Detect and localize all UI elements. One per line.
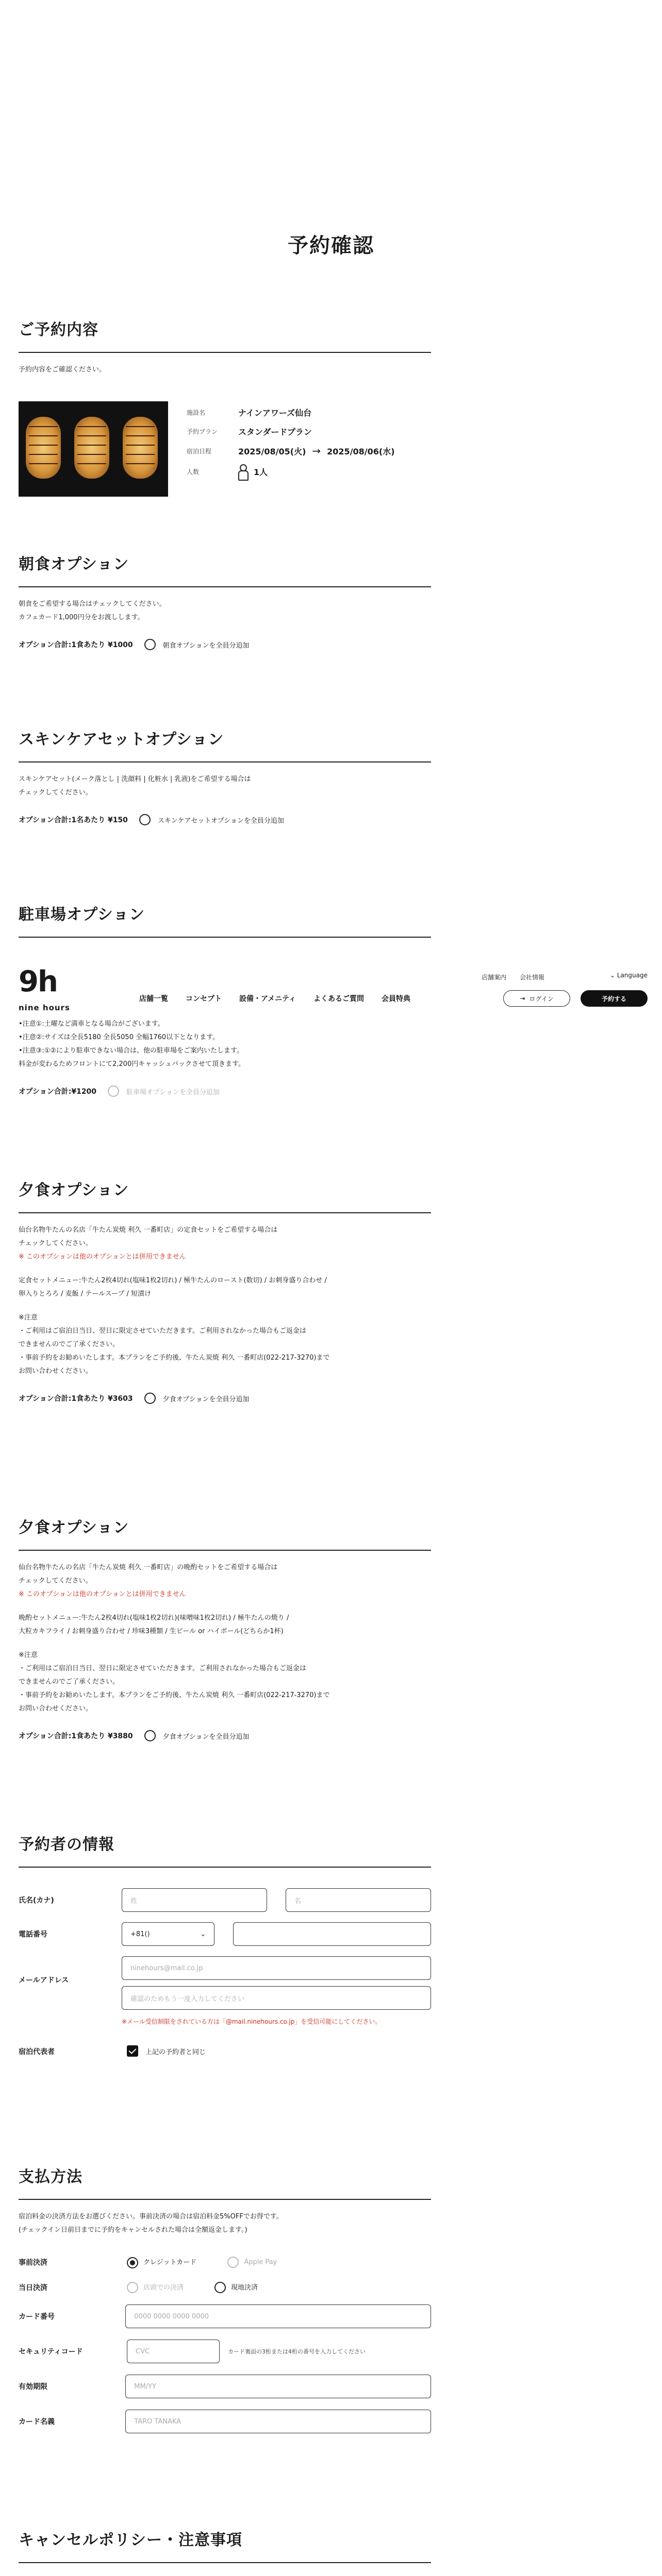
breakfast-heading: 朝食オプション: [19, 551, 431, 587]
parking-heading: 駐車場オプション: [19, 902, 431, 938]
dinner-set-total: オプション合計:1食あたり ¥3603: [19, 1395, 133, 1403]
email-input[interactable]: ninehours@mail.co.jp: [122, 1956, 431, 1980]
cvc-input[interactable]: CVC: [127, 2340, 220, 2363]
main-nav: [139, 993, 410, 1004]
breakfast-note: 朝食をご希望する場合はチェックしてください。 カフェカード1,000円分をお渡しします。: [19, 600, 166, 621]
email-row: [19, 1956, 431, 2027]
onsite-payment-label: 当日決済: [19, 2283, 47, 2292]
person-icon: [238, 464, 246, 479]
dinner-drink-checkbox[interactable]: [144, 1730, 156, 1741]
parking-note: •注意②:サイズは全長5180 全長5050 全幅1760以下となります。: [19, 1033, 220, 1041]
header-login-button[interactable]: ⇥ ログイン: [503, 990, 570, 1007]
skincare-total: オプション合計:1名あたり ¥150: [19, 816, 128, 824]
reservation-heading: ご予約内容: [19, 317, 431, 353]
skincare-section: [19, 726, 431, 825]
parking-note: 料金が変わるためフロントにて2,200円キャッシュバックさせて頂きます。: [19, 1060, 245, 1068]
policy-heading: キャンセルポリシー・注意事項: [19, 2527, 431, 2563]
dinner-drink-intro: 仙台名物牛たんの名店「牛たん炭焼 利久 一番町店」の晩酌セットをご希望する場合は チェックしてください。: [19, 1564, 278, 1585]
arrow-right-icon: →: [312, 445, 321, 457]
header-reserve-button[interactable]: 予約する: [581, 990, 648, 1007]
dinner-drink-heading: 夕食オプション: [19, 1515, 431, 1551]
store-payment-option[interactable]: 店頭での決済: [127, 2282, 184, 2294]
nav-faq[interactable]: よくあるご質問: [313, 995, 365, 1003]
breakfast-option-row: [19, 639, 431, 650]
nav-stores[interactable]: 店舗一覧: [139, 995, 168, 1003]
phone-label: 電話番号: [19, 1930, 47, 1939]
parking-total: オプション合計:¥1200: [19, 1088, 97, 1096]
dinner-set-checkbox[interactable]: [144, 1393, 156, 1404]
facility-value: ナインアワーズ仙台: [238, 408, 312, 418]
dinner-set-checkbox-label[interactable]: 夕食オプションを全員分追加: [162, 1395, 250, 1403]
util-company[interactable]: 会社情報: [519, 974, 544, 981]
dinner-drink-exclusive-note: ※ このオプションは他のオプションとは併用できません: [19, 1590, 186, 1598]
credit-card-option[interactable]: クレジットカード: [127, 2257, 196, 2268]
last-name-input[interactable]: 姓: [122, 1888, 267, 1912]
breakfast-section: [19, 551, 431, 650]
parking-note: •注意③:①②により駐車できない場合は、他の駐車場をご案内いたします。: [19, 1047, 243, 1055]
local-payment-option[interactable]: 現地決済: [214, 2282, 258, 2294]
login-icon: ⇥: [520, 995, 525, 1002]
representative-row: [19, 2040, 431, 2057]
plan-key: 予約プラン: [187, 428, 218, 435]
credit-card-radio[interactable]: [127, 2257, 138, 2268]
guests-key: 人数: [187, 468, 200, 476]
guest-info-section: [19, 1832, 431, 2057]
skincare-checkbox[interactable]: [139, 814, 151, 825]
expiry-row: [19, 2375, 431, 2398]
cardholder-row: [19, 2410, 431, 2433]
language-selector[interactable]: ⌄ Language: [609, 972, 648, 979]
breakfast-total: オプション合計:1食あたり ¥1000: [19, 641, 133, 649]
expiry-label: 有効期限: [19, 2383, 47, 2391]
cvc-label: セキュリティコード: [19, 2348, 83, 2356]
dinner-drink-section: [19, 1515, 431, 1741]
site-header: [19, 963, 648, 1010]
chevron-down-icon: ⌄: [609, 972, 615, 979]
nav-concept[interactable]: コンセプト: [186, 995, 222, 1003]
onsite-payment-row: [19, 2276, 431, 2294]
page-title: 予約確認: [288, 234, 374, 258]
first-name-input[interactable]: 名: [286, 1888, 431, 1912]
expiry-input[interactable]: MM/YY: [125, 2375, 431, 2398]
card-number-label: カード番号: [19, 2313, 55, 2321]
dinner-set-section: [19, 1177, 431, 1404]
country-code-select[interactable]: +81() ⌄: [122, 1922, 214, 1946]
cvc-row: [19, 2340, 431, 2363]
skincare-note: スキンケアセット(メーク落とし | 洗顔料 | 化粧水 | 乳液)をご希望する場合は チェックしてください。: [19, 775, 251, 796]
phone-row: [19, 1922, 431, 1946]
reservation-card: [19, 401, 431, 497]
skincare-checkbox-label[interactable]: スキンケアセットオプションを全員分追加: [157, 817, 284, 825]
email-note: ※メール受信制限をされている方は「@mail.ninehours.co.jp」を受信可能にしてください。: [122, 2018, 382, 2025]
policy-section: [19, 2527, 431, 2576]
parking-section: [19, 1018, 431, 1097]
utility-nav: [482, 973, 544, 981]
card-number-input[interactable]: 0000 0000 0000 0000: [125, 2304, 431, 2328]
dinner-drink-menu: 晩酌セットメニュー:牛たん2枚4切れ(塩味1枚2切れ)(味噌味1枚2切れ) / 極牛たんの焼り / 大粒カキフライ / お刺身盛り合わせ / 珍味3種類 / 生ビール or ハイボール(どちらか1杯): [19, 1614, 289, 1635]
name-label: 氏名(カナ): [19, 1896, 54, 1905]
payment-note: 宿泊料金の決済方法をお選びください。事前決済の場合は宿泊料金5%OFFでお得です。 (チェックイン日前日までに予約をキャンセルされた場合は全額返金します。): [19, 2213, 283, 2234]
reservation-lead: 予約内容をご確認ください。: [19, 366, 106, 374]
dinner-set-notice: ※注意 ・ご利用はご宿泊日当日、翌日に限定させていただきます。ご利用されなかった場合もご返金は できませんのでご了承ください。 ・事前予約をお勧めいたします。本プランをご予約後、牛たん炭焼 利久 一番町店(022-217-3270)まで お問い合わせください。: [19, 1314, 330, 1375]
advance-payment-row: [19, 2250, 431, 2268]
skincare-heading: スキンケアセットオプション: [19, 726, 431, 762]
parking-notes: [19, 1018, 431, 1071]
checkout-date: 2025/08/06(水): [327, 446, 395, 456]
reservation-section: [19, 317, 431, 497]
reservation-info: [187, 406, 395, 497]
payment-heading: 支払方法: [19, 2164, 431, 2200]
cardholder-label: カード名義: [19, 2418, 55, 2426]
site-logo[interactable]: 9h nine hours: [19, 965, 70, 1012]
skincare-option-row: [19, 814, 431, 825]
cardholder-input[interactable]: TARO TANAKA: [125, 2410, 431, 2433]
email-confirm-input[interactable]: 確認のためもう一度入力してください: [122, 1986, 431, 2010]
same-as-booker-label[interactable]: 上記の予約者と同じ: [145, 2048, 206, 2056]
util-store-guide[interactable]: 店舗案内: [481, 974, 506, 981]
dates-key: 宿泊日程: [187, 447, 212, 455]
email-label: メールアドレス: [19, 1976, 69, 1985]
dinner-drink-checkbox-label[interactable]: 夕食オプションを全員分追加: [162, 1733, 250, 1741]
parking-heading-block: [19, 902, 431, 938]
nav-amenities[interactable]: 設備・アメニティ: [239, 995, 296, 1003]
breakfast-checkbox-label[interactable]: 朝食オプションを全員分追加: [162, 641, 250, 650]
facility-key: 施設名: [187, 409, 206, 416]
name-row: [19, 1888, 431, 1912]
chevron-down-icon: ⌄: [200, 1930, 206, 1938]
guests-value: 1人: [254, 467, 268, 477]
card-number-row: [19, 2304, 431, 2328]
dinner-set-intro: 仙台名物牛たんの名店「牛たん炭焼 利久 一番町店」の定食セットをご希望する場合は チェックしてください。: [19, 1226, 278, 1247]
representative-label: 宿泊代表者: [19, 2048, 55, 2056]
dinner-drink-option-row: [19, 1730, 431, 1741]
payment-section: [19, 2164, 431, 2433]
nav-member-benefits[interactable]: 会員特典: [382, 995, 411, 1003]
parking-note: •注意①:土曜など満車となる場合がございます。: [19, 1020, 164, 1028]
same-as-booker-checkbox[interactable]: [127, 2045, 138, 2057]
phone-input[interactable]: [233, 1922, 431, 1946]
dinner-drink-total: オプション合計:1食あたり ¥3880: [19, 1732, 133, 1740]
store-payment-radio[interactable]: [127, 2282, 138, 2293]
parking-option-row: [19, 1086, 431, 1097]
facility-photo: [19, 401, 168, 497]
advance-payment-label: 事前決済: [19, 2259, 47, 2267]
dinner-drink-notice: ※注意 ・ご利用はご宿泊日当日、翌日に限定させていただきます。ご利用されなかった場合もご返金は できませんのでご了承ください。 ・事前予約をお勧めいたします。本プランをご予約後、牛たん炭焼 利久 一番町店(022-217-3270)まで お問い合わせください。: [19, 1651, 330, 1713]
checkin-date: 2025/08/05(火): [238, 446, 306, 456]
dinner-set-option-row: [19, 1393, 431, 1404]
cvc-hint: カード裏面の3桁または4桁の番号を入力してください: [228, 2348, 366, 2355]
dinner-set-menu: 定食セットメニュー:牛たん2枚4切れ(塩味1枚2切れ) / 極牛たんのロースト(数切) / お刺身盛り合わせ / 卵入りとろろ / 麦飯 / テールスープ / 短漬け: [19, 1277, 327, 1298]
apple-pay-option[interactable]: Apple Pay: [227, 2257, 277, 2268]
local-payment-radio[interactable]: [214, 2282, 226, 2293]
parking-checkbox[interactable]: [108, 1086, 119, 1097]
parking-checkbox-label[interactable]: 駐車場オプションを全員分追加: [126, 1088, 220, 1096]
guest-info-heading: 予約者の情報: [19, 1832, 431, 1868]
plan-value: スタンダードプラン: [238, 427, 312, 437]
apple-pay-radio[interactable]: [227, 2257, 239, 2268]
dinner-set-heading: 夕食オプション: [19, 1177, 431, 1213]
breakfast-checkbox[interactable]: [144, 639, 156, 650]
dinner-set-exclusive-note: ※ このオプションは他のオプションとは併用できません: [19, 1253, 186, 1261]
